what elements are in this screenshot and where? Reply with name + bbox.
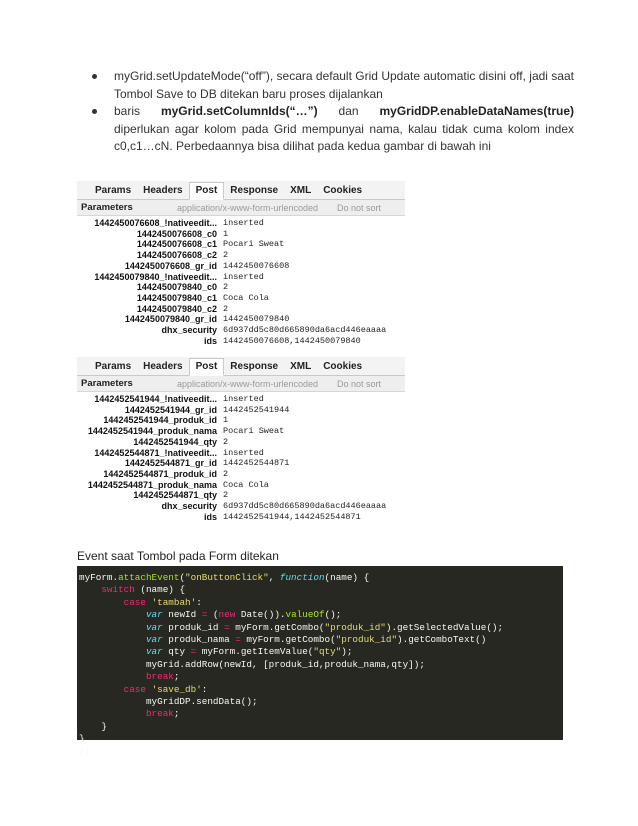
param-value: 2 <box>223 490 229 501</box>
params-table <box>77 394 386 522</box>
code-token: break <box>145 708 174 720</box>
code-line <box>79 622 563 634</box>
tab-response[interactable]: Response <box>230 185 279 196</box>
param-row <box>77 437 386 448</box>
param-value: Coca Cola <box>223 292 269 303</box>
bullet-text-segment: dan <box>317 104 380 118</box>
code-token: 'save_db' <box>151 683 202 695</box>
code-token <box>79 671 146 682</box>
code-token: var <box>145 633 163 645</box>
code-token: produk_id <box>162 621 225 633</box>
code-token <box>79 646 146 657</box>
bullet-dot-icon <box>92 109 97 114</box>
code-token <box>79 597 124 608</box>
code-token: function <box>279 572 325 583</box>
content-type-label: application/x-www-form-urlencoded <box>177 202 319 213</box>
param-row <box>77 394 386 405</box>
param-key: ids <box>203 335 217 346</box>
code-token: myForm.getCombo( <box>229 621 325 633</box>
code-token: "onButtonClick" <box>185 572 269 583</box>
code-line <box>79 634 563 646</box>
code-line <box>79 684 563 696</box>
code-line <box>79 721 563 733</box>
code-token: var <box>145 621 163 633</box>
firebug-post-panel-1 <box>77 181 405 357</box>
code-token: }) <box>79 745 91 757</box>
code-line <box>79 659 563 671</box>
code-token: switch <box>101 584 135 596</box>
param-row <box>77 293 386 304</box>
params-table <box>77 218 386 346</box>
sort-toggle[interactable]: Do not sort <box>337 378 382 389</box>
param-value: 2 <box>223 250 229 261</box>
code-token: myForm.getItemValue( <box>196 646 314 658</box>
code-token <box>79 684 124 695</box>
code-caption: Event saat Tombol pada Form ditekan <box>77 549 279 563</box>
param-row <box>77 501 386 512</box>
param-row <box>77 336 386 347</box>
param-value: Pocari Sweat <box>223 239 285 250</box>
param-key: ids <box>203 511 217 522</box>
panel-tabs <box>77 357 405 376</box>
param-key: 1442450076608_gr_id <box>124 260 217 271</box>
code-token: } <box>79 720 107 732</box>
code-token: Date()). <box>235 609 286 621</box>
param-row <box>77 250 386 261</box>
code-line <box>79 597 563 609</box>
param-key: 1442452541944_produk_id <box>103 415 217 426</box>
param-key: 1442450079840_c2 <box>136 303 217 314</box>
param-row <box>77 458 386 469</box>
param-key: 1442452541944_gr_id <box>124 404 217 415</box>
code-token: var <box>145 646 163 658</box>
tab-headers[interactable]: Headers <box>143 361 183 372</box>
param-key: 1442450076608_c1 <box>136 239 217 250</box>
code-token <box>79 634 146 645</box>
param-key: 1442450079840_c0 <box>136 282 217 293</box>
tab-post[interactable]: Post <box>189 182 225 200</box>
bullet-text-2 <box>114 103 574 156</box>
bullet-text-segment: myGridDP.enableDataNames(true) <box>379 104 574 118</box>
param-value: 1442452541944 <box>223 404 290 415</box>
code-token: = <box>235 633 241 645</box>
tab-post[interactable]: Post <box>189 358 225 376</box>
code-token: (name) { <box>324 572 370 583</box>
bullet-dot-icon <box>92 74 97 79</box>
param-row <box>77 469 386 480</box>
param-key: 1442452544871_qty <box>133 490 217 501</box>
code-token: newId <box>162 609 202 621</box>
code-block <box>77 566 563 757</box>
bullet-item-1 <box>92 68 574 103</box>
param-row <box>77 229 386 240</box>
code-token: = <box>201 609 208 621</box>
param-row <box>77 239 386 250</box>
parameters-title: Parameters <box>81 202 133 213</box>
code-token: case <box>123 596 146 608</box>
code-token: ( <box>207 609 219 621</box>
code-token: (name) { <box>134 584 186 596</box>
code-token: ; <box>173 708 180 720</box>
param-row <box>77 490 386 501</box>
code-token: attachEvent <box>118 572 180 583</box>
param-value: 1 <box>223 415 229 426</box>
code-token: = <box>190 646 197 658</box>
param-key: dhx_security <box>161 325 217 336</box>
param-key: 1442452544871_produk_id <box>103 468 217 479</box>
code-token: case <box>123 683 146 695</box>
tab-xml[interactable]: XML <box>290 185 312 196</box>
code-token: myGridDP.sendData(); <box>79 695 258 707</box>
code-token: ).getSelectedValue(); <box>385 621 504 633</box>
tab-cookies[interactable]: Cookies <box>323 361 363 372</box>
code-line <box>79 572 563 584</box>
firebug-post-panel-2 <box>77 357 405 527</box>
param-value: 2 <box>223 468 229 479</box>
param-value: 1442450076608,1442450079840 <box>223 335 361 346</box>
code-token: "produk_id" <box>335 633 398 645</box>
code-line <box>79 671 563 683</box>
param-value: inserted <box>223 447 264 458</box>
param-value: 6d937dd5c80d665890da6acd446eaaaa <box>223 325 387 336</box>
param-row <box>77 282 386 293</box>
param-row <box>77 325 386 336</box>
tab-params[interactable]: Params <box>95 361 132 372</box>
param-key: 1442450079840_c1 <box>136 292 217 303</box>
param-key: 1442452541944_qty <box>133 436 217 447</box>
param-row <box>77 304 386 315</box>
param-value: 1442452544871 <box>223 458 290 469</box>
param-key: 1442450076608_c0 <box>136 228 217 239</box>
code-token: new <box>218 609 236 621</box>
code-token: : <box>196 596 202 608</box>
code-token: "produk_id" <box>324 621 386 633</box>
code-token: ); <box>341 646 353 658</box>
tab-headers[interactable]: Headers <box>143 185 183 196</box>
code-token: , <box>268 572 280 583</box>
param-value: 6d937dd5c80d665890da6acd446eaaaa <box>223 501 387 512</box>
param-value: inserted <box>223 218 264 228</box>
code-token: 'tambah' <box>151 596 197 608</box>
code-token: ).getComboText() <box>397 633 487 645</box>
param-row <box>77 480 386 491</box>
param-row <box>77 218 386 229</box>
param-value: 1442452541944,1442452544871 <box>223 511 361 522</box>
param-value: 2 <box>223 282 229 293</box>
code-token <box>79 584 101 595</box>
param-value: 1 <box>223 228 229 239</box>
bullet-text-segment: myGrid.setUpdateMode(“off”), secara default Grid Update automatic disini off, jadi saat Tombol Save to DB ditekan baru proses dijalankan <box>114 69 574 101</box>
sort-toggle[interactable]: Do not sort <box>337 202 382 213</box>
code-token: var <box>145 609 163 621</box>
tab-params[interactable]: Params <box>95 185 132 196</box>
code-line <box>79 696 563 708</box>
bullet-item-2 <box>92 103 574 156</box>
code-token: myForm.getCombo( <box>240 633 336 645</box>
bullet-text-segment: myGrid.setColumnIds(“…”) <box>160 104 318 118</box>
bullet-text-1 <box>114 68 574 103</box>
code-line <box>79 745 563 757</box>
code-token <box>79 609 146 620</box>
param-row <box>77 448 386 459</box>
parameters-header <box>77 200 405 216</box>
param-key: 1442450079840_gr_id <box>124 314 217 325</box>
parameters-title: Parameters <box>81 378 133 389</box>
param-row <box>77 426 386 437</box>
code-line <box>79 584 563 596</box>
param-key: 1442452544871_!nativeedit... <box>94 447 217 458</box>
param-value: Coca Cola <box>223 479 269 490</box>
code-token: qty <box>162 646 191 658</box>
param-row <box>77 415 386 426</box>
code-token: } <box>79 733 85 745</box>
code-line <box>79 708 563 720</box>
bullet-text-segment: baris <box>114 104 161 118</box>
param-value: inserted <box>223 394 264 404</box>
code-token: (); <box>324 609 342 621</box>
param-key: 1442450076608_!nativeedit... <box>94 218 217 228</box>
code-token: myForm. <box>79 572 119 583</box>
param-row <box>77 261 386 272</box>
param-key: 1442452544871_gr_id <box>124 458 217 469</box>
param-row <box>77 512 386 523</box>
param-row <box>77 272 386 283</box>
code-line <box>79 646 563 658</box>
code-token: "qty" <box>313 646 342 658</box>
param-value: 2 <box>223 303 229 314</box>
param-key: 1442450076608_c2 <box>136 250 217 261</box>
param-value: Pocari Sweat <box>223 426 285 437</box>
param-row <box>77 314 386 325</box>
panel-tabs <box>77 181 405 200</box>
param-key: 1442450079840_!nativeedit... <box>94 271 217 282</box>
code-token: : <box>201 683 208 695</box>
code-line <box>79 609 563 621</box>
tab-xml[interactable]: XML <box>290 361 312 372</box>
code-token: valueOf <box>285 609 325 621</box>
param-key: 1442452541944_!nativeedit... <box>94 394 217 404</box>
bullet-list <box>92 68 574 156</box>
code-token <box>79 708 146 719</box>
code-token: produk_nama <box>162 633 236 645</box>
code-token <box>79 622 146 633</box>
param-row <box>77 405 386 416</box>
parameters-header <box>77 376 405 392</box>
param-key: 1442452544871_produk_nama <box>87 479 217 490</box>
code-token: ; <box>173 671 180 683</box>
param-value: 1442450076608 <box>223 260 290 271</box>
param-value: 1442450079840 <box>223 314 290 325</box>
param-value: 2 <box>223 436 229 447</box>
param-value: inserted <box>223 271 264 282</box>
tab-response[interactable]: Response <box>230 361 279 372</box>
code-token: = <box>224 621 230 633</box>
code-token: break <box>145 671 174 683</box>
content-type-label: application/x-www-form-urlencoded <box>177 378 319 389</box>
code-line <box>79 733 563 745</box>
code-token: ( <box>179 572 186 583</box>
bullet-text-segment: diperlukan agar kolom pada Grid mempunyai nama, kalau tidak cuma kolom index c0,c1…cN. Perbedaannya bisa dilihat pada kedua gambar di bawah ini <box>114 121 574 153</box>
param-key: dhx_security <box>161 501 217 512</box>
tab-cookies[interactable]: Cookies <box>323 185 363 196</box>
code-token: myGrid.addRow(newId, [produk_id,produk_nama,qty]); <box>79 658 425 670</box>
param-key: 1442452541944_produk_nama <box>87 426 217 437</box>
